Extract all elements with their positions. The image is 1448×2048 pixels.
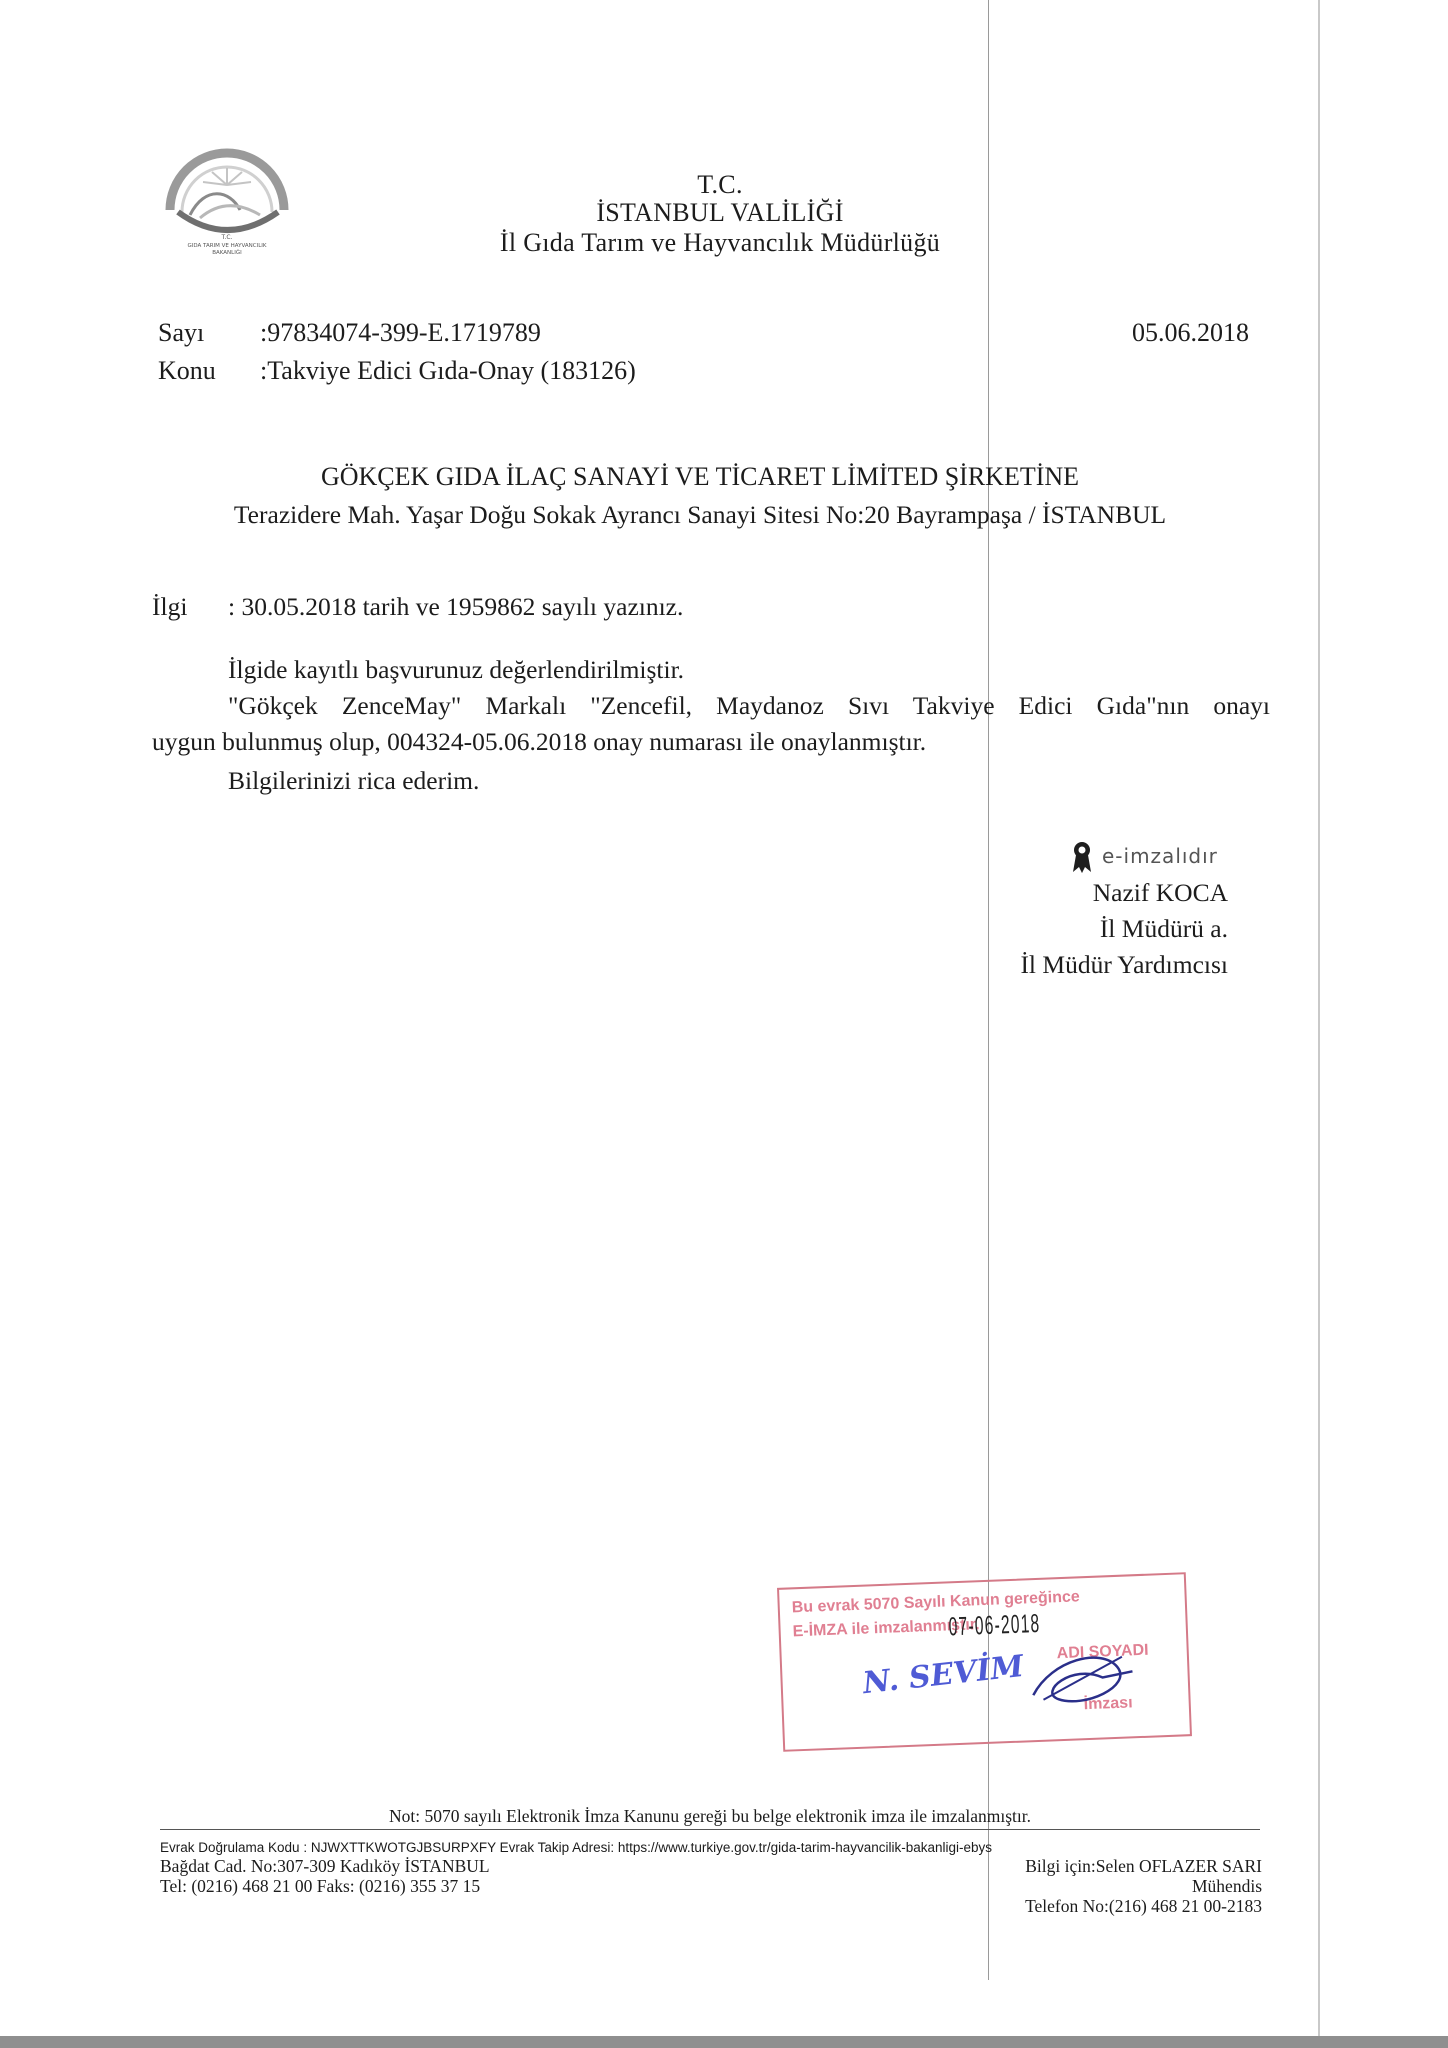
footer-divider bbox=[160, 1829, 1260, 1830]
document-date: 05.06.2018 bbox=[1132, 318, 1249, 347]
header-mudurluk: İl Gıda Tarım ve Hayvancılık Müdürlüğü bbox=[499, 228, 941, 257]
sayi-label: Sayı bbox=[158, 318, 205, 347]
handwritten-signature-icon bbox=[1021, 1636, 1144, 1721]
svg-text:T.C.: T.C. bbox=[221, 234, 233, 241]
recipient-address: Terazidere Mah. Yaşar Doğu Sokak Ayrancı Sanayi Sitesi No:20 Bayrampaşa / İSTANBUL bbox=[233, 500, 1167, 529]
footer-tel: Tel: (0216) 468 21 00 Faks: (0216) 355 37 15 bbox=[160, 1876, 481, 1896]
body-paragraph-2-line-1: "Gökçek ZenceMay" Markalı "Zencefil, Maydanoz Sıvı Takviye Edici Gıda"nın onayı bbox=[228, 691, 1270, 720]
stamp-handwritten-name: N. SEVİM bbox=[861, 1648, 1026, 1702]
header-tc: T.C. bbox=[697, 170, 743, 199]
ilgi-label: İlgi bbox=[152, 592, 188, 621]
stamp-line-4: İmzası bbox=[1083, 1694, 1133, 1714]
stamp-line-2: E-İMZA ile imzalanmıştır. bbox=[792, 1616, 980, 1641]
footer-note: Not: 5070 sayılı Elektronik İmza Kanunu gereği bu belge elektronik imza ile imzalanmıştır. bbox=[389, 1806, 1031, 1826]
received-stamp bbox=[777, 1572, 1192, 1752]
scan-edge-right bbox=[1318, 0, 1320, 2048]
footer-role: Mühendis bbox=[1192, 1876, 1262, 1896]
recipient-name: GÖKÇEK GIDA İLAÇ SANAYİ VE TİCARET LİMİTED ŞİRKETİNE bbox=[320, 462, 1080, 491]
body-paragraph-1: İlgide kayıtlı başvurunuz değerlendirilmiştir. bbox=[228, 655, 685, 684]
e-signature-mark bbox=[1068, 838, 1288, 876]
footer-address: Bağdat Cad. No:307-309 Kadıköy İSTANBUL bbox=[160, 1856, 490, 1876]
stamp-date: 07-06-2018 bbox=[948, 1607, 1041, 1642]
e-signature-label: e-imzalıdır bbox=[1102, 844, 1218, 868]
award-ribbon-icon bbox=[1072, 840, 1092, 874]
ilgi-value: : 30.05.2018 tarih ve 1959862 sayılı yazınız. bbox=[228, 592, 684, 621]
scan-edge-bottom bbox=[0, 2036, 1448, 2048]
stamp-line-1: Bu evrak 5070 Sayılı Kanun gereğince bbox=[791, 1588, 1081, 1617]
ministry-logo-icon bbox=[160, 140, 295, 265]
konu-value: :Takviye Edici Gıda-Onay (183126) bbox=[260, 356, 636, 385]
konu-label: Konu bbox=[158, 356, 216, 385]
signer-title-2: İl Müdür Yardımcısı bbox=[1020, 950, 1228, 979]
footer-phone: Telefon No:(216) 468 21 00-2183 bbox=[1025, 1896, 1262, 1916]
svg-text:GIDA TARIM VE HAYVANCILIK: GIDA TARIM VE HAYVANCILIK bbox=[187, 243, 267, 249]
stamp-line-3: ADI SOYADI bbox=[1056, 1641, 1149, 1663]
body-paragraph-3: Bilgilerinizi rica ederim. bbox=[228, 766, 480, 795]
signer-title-1: İl Müdürü a. bbox=[1099, 914, 1228, 943]
signer-name: Nazif KOCA bbox=[1092, 878, 1228, 907]
sayi-value: :97834074-399-E.1719789 bbox=[260, 318, 541, 347]
header-valilik: İSTANBUL VALİLİĞİ bbox=[596, 198, 844, 227]
body-paragraph-2-line-2: uygun bulunmuş olup, 004324-05.06.2018 onay numarası ile onaylanmıştır. bbox=[152, 727, 927, 756]
footer-contact: Bilgi için:Selen OFLAZER SARI bbox=[1025, 1856, 1262, 1876]
footer-verify-code: Evrak Doğrulama Kodu : NJWXTTKWOTGJBSURPXFY Evrak Takip Adresi: https://www.turkiye.gov.tr/gida-tarim-hayvancilik-bakanligi-ebys bbox=[160, 1840, 993, 1855]
svg-text:BAKANLIĞI: BAKANLIĞI bbox=[212, 250, 242, 256]
ministry-logo bbox=[160, 140, 295, 265]
